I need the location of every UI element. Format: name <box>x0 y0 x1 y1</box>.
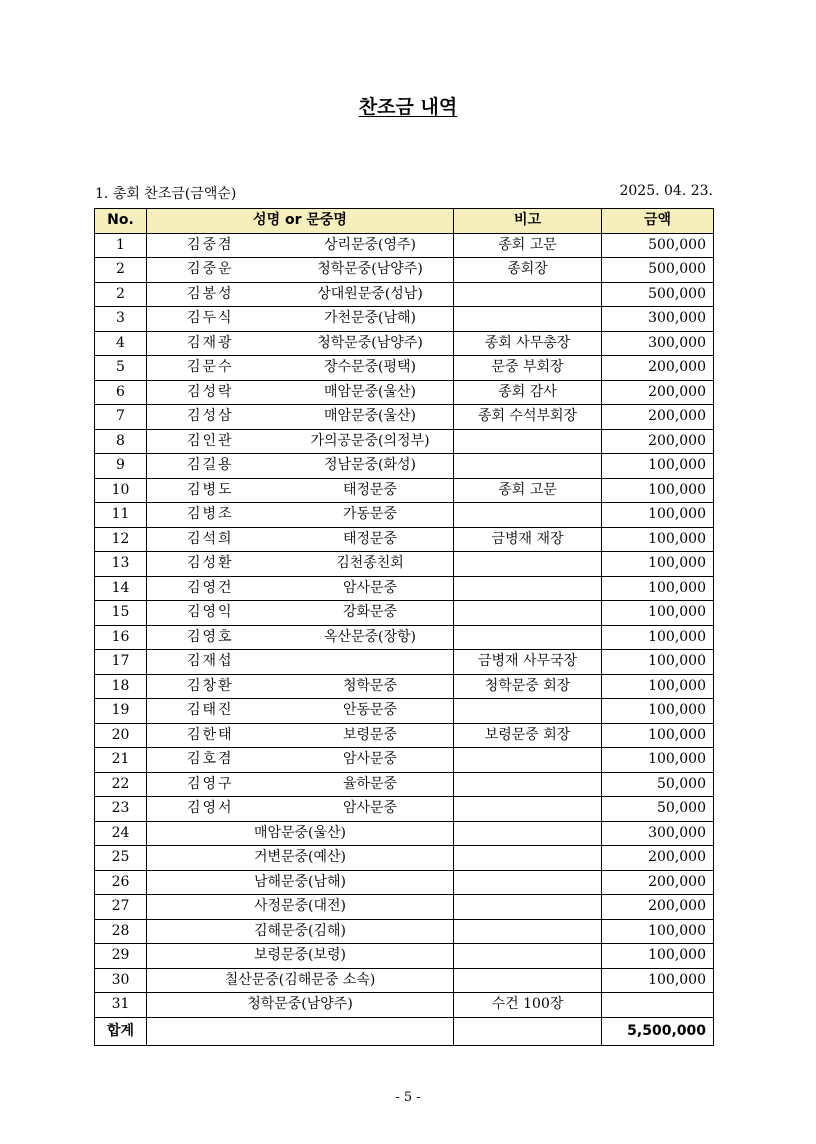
table-row <box>95 895 714 920</box>
clan-name: 보령문중(보령) <box>253 947 347 964</box>
note-cell: 수건 100장 <box>454 993 602 1018</box>
amount-cell: 200,000 <box>602 895 714 920</box>
donor-name: 김봉성 <box>187 285 234 302</box>
row-number: 6 <box>95 380 147 405</box>
amount-cell: 500,000 <box>602 233 714 258</box>
name-cell <box>147 552 454 577</box>
row-number: 5 <box>95 356 147 381</box>
name-cell <box>147 503 454 528</box>
clan-name: 안동문중 <box>342 702 398 718</box>
row-number: 23 <box>95 797 147 822</box>
clan-name: 강화문중 <box>342 604 398 620</box>
table-row <box>95 258 714 283</box>
clan-name: 암사문중 <box>342 800 398 816</box>
amount-cell: 100,000 <box>602 454 714 479</box>
clan-name: 청학문중 <box>342 677 398 694</box>
table-row <box>95 405 714 430</box>
amount-cell: 200,000 <box>602 846 714 871</box>
name-cell <box>147 307 454 332</box>
row-number: 13 <box>95 552 147 577</box>
amount-cell: 100,000 <box>602 748 714 773</box>
clan-name: 암사문중 <box>342 751 398 767</box>
note-cell <box>454 870 602 895</box>
row-number: 8 <box>95 429 147 454</box>
name-cell <box>147 429 454 454</box>
clan-name: 남해문중(남해) <box>253 873 347 890</box>
clan-name: 청학문중(남양주) <box>317 261 423 277</box>
table-row <box>95 552 714 577</box>
row-number: 7 <box>95 405 147 430</box>
table-row <box>95 797 714 822</box>
note-cell: 문중 부회장 <box>454 356 602 381</box>
amount-cell: 300,000 <box>602 307 714 332</box>
note-cell <box>454 429 602 454</box>
note-cell: 종회 사무총장 <box>454 331 602 356</box>
donor-name: 김영구 <box>187 775 234 792</box>
row-number: 3 <box>95 307 147 332</box>
clan-name: 칠산문중(김해문중 소속) <box>224 971 376 988</box>
note-cell: 보령문중 회장 <box>454 723 602 748</box>
amount-cell: 100,000 <box>602 674 714 699</box>
table-row <box>95 993 714 1018</box>
table-row <box>95 282 714 307</box>
amount-cell: 200,000 <box>602 380 714 405</box>
note-cell: 종회장 <box>454 258 602 283</box>
amount-cell: 100,000 <box>602 576 714 601</box>
document-title: 찬조금 내역 <box>358 96 458 118</box>
clan-name: 김천종친회 <box>336 555 404 571</box>
table-row <box>95 870 714 895</box>
table-row <box>95 821 714 846</box>
name-cell <box>147 331 454 356</box>
name-cell <box>147 601 454 626</box>
amount-cell: 200,000 <box>602 405 714 430</box>
table-row <box>95 625 714 650</box>
total-label: 합계 <box>95 1017 147 1045</box>
table-row <box>95 846 714 871</box>
row-number: 27 <box>95 895 147 920</box>
name-cell <box>147 846 454 871</box>
amount-cell: 300,000 <box>602 821 714 846</box>
table-row <box>95 527 714 552</box>
header-amount: 금액 <box>602 209 714 234</box>
amount-cell: 100,000 <box>602 919 714 944</box>
table-row <box>95 331 714 356</box>
donor-name: 김영건 <box>187 579 234 596</box>
name-cell <box>147 674 454 699</box>
note-cell <box>454 772 602 797</box>
donor-name: 김영서 <box>187 800 234 816</box>
donor-name: 김한태 <box>187 726 234 743</box>
amount-cell: 100,000 <box>602 527 714 552</box>
donor-name: 김태진 <box>187 702 234 718</box>
clan-name: 장수문중(평택) <box>323 359 417 375</box>
table-row <box>95 503 714 528</box>
name-cell <box>147 650 454 675</box>
name-cell <box>147 748 454 773</box>
name-cell <box>147 405 454 430</box>
donor-name: 김재광 <box>187 334 234 351</box>
amount-cell: 100,000 <box>602 699 714 724</box>
clan-name: 태정문중 <box>342 530 398 547</box>
table-row <box>95 723 714 748</box>
note-cell <box>454 895 602 920</box>
row-number: 1 <box>95 233 147 258</box>
amount-cell: 100,000 <box>602 478 714 503</box>
row-number: 2 <box>95 282 147 307</box>
note-cell <box>454 282 602 307</box>
header-no: No. <box>95 209 147 234</box>
row-number: 22 <box>95 772 147 797</box>
amount-cell: 100,000 <box>602 625 714 650</box>
name-cell <box>147 380 454 405</box>
donor-name: 김병조 <box>187 506 234 522</box>
note-cell <box>454 821 602 846</box>
amount-cell: 100,000 <box>602 944 714 969</box>
table-row <box>95 699 714 724</box>
table-row <box>95 307 714 332</box>
name-cell <box>147 797 454 822</box>
amount-cell: 100,000 <box>602 723 714 748</box>
clan-name: 암사문중 <box>342 579 398 596</box>
name-cell <box>147 282 454 307</box>
table-row <box>95 454 714 479</box>
row-number: 26 <box>95 870 147 895</box>
table-row <box>95 233 714 258</box>
amount-cell: 50,000 <box>602 772 714 797</box>
note-cell <box>454 699 602 724</box>
amount-cell: 50,000 <box>602 797 714 822</box>
note-cell <box>454 944 602 969</box>
amount-cell: 500,000 <box>602 282 714 307</box>
total-amount: 5,500,000 <box>602 1017 714 1045</box>
note-cell <box>454 797 602 822</box>
note-cell <box>454 968 602 993</box>
total-empty-note <box>454 1017 602 1045</box>
table-row <box>95 380 714 405</box>
name-cell <box>147 233 454 258</box>
donor-name: 김영호 <box>187 628 234 645</box>
row-number: 2 <box>95 258 147 283</box>
clan-name: 거변문중(예산) <box>253 849 347 866</box>
clan-name: 상리문중(영주) <box>323 236 417 253</box>
header-name: 성명 or 문중명 <box>147 209 454 234</box>
clan-name: 김해문중(김해) <box>253 922 347 939</box>
clan-name: 가천문중(남해) <box>323 310 417 326</box>
row-number: 15 <box>95 601 147 626</box>
note-cell: 금병재 사무국장 <box>454 650 602 675</box>
name-cell <box>147 968 454 993</box>
note-cell: 종회 고문 <box>454 478 602 503</box>
row-number: 24 <box>95 821 147 846</box>
table-row <box>95 772 714 797</box>
table-row <box>95 576 714 601</box>
note-cell <box>454 454 602 479</box>
section-heading: 1. 총회 찬조금(금액순) <box>95 186 237 202</box>
amount-cell <box>602 993 714 1018</box>
name-cell <box>147 258 454 283</box>
donor-name: 김재섭 <box>187 653 234 669</box>
note-cell: 금병재 재장 <box>454 527 602 552</box>
name-cell <box>147 993 454 1018</box>
name-cell <box>147 870 454 895</box>
amount-cell: 100,000 <box>602 552 714 577</box>
table-row <box>95 601 714 626</box>
name-cell <box>147 625 454 650</box>
clan-name: 청학문중(남양주) <box>247 996 353 1013</box>
amount-cell: 100,000 <box>602 503 714 528</box>
donor-name: 김창환 <box>187 677 234 694</box>
amount-cell: 500,000 <box>602 258 714 283</box>
name-cell <box>147 723 454 748</box>
clan-name: 태정문중 <box>342 481 398 498</box>
total-empty-name <box>147 1017 454 1045</box>
amount-cell: 200,000 <box>602 870 714 895</box>
row-number: 28 <box>95 919 147 944</box>
note-cell: 종회 고문 <box>454 233 602 258</box>
amount-cell: 100,000 <box>602 601 714 626</box>
row-number: 21 <box>95 748 147 773</box>
donor-name: 김두식 <box>187 310 234 326</box>
total-row <box>95 1017 714 1045</box>
donor-name: 김성삼 <box>187 408 234 424</box>
row-number: 30 <box>95 968 147 993</box>
donor-name: 김중운 <box>187 261 234 277</box>
donation-table <box>94 208 714 1046</box>
donor-name: 김영익 <box>187 604 234 620</box>
note-cell <box>454 576 602 601</box>
page-number: - 5 - <box>395 1090 421 1105</box>
note-cell <box>454 503 602 528</box>
table-row <box>95 478 714 503</box>
name-cell <box>147 527 454 552</box>
name-cell <box>147 478 454 503</box>
header-note: 비고 <box>454 209 602 234</box>
donor-name: 김성환 <box>187 555 234 571</box>
row-number: 14 <box>95 576 147 601</box>
clan-name: 가동문중 <box>342 506 398 522</box>
clan-name: 상대원문중(성남) <box>317 285 423 302</box>
amount-cell: 100,000 <box>602 968 714 993</box>
note-cell: 종회 감사 <box>454 380 602 405</box>
clan-name: 옥산문중(장항) <box>323 628 417 645</box>
amount-cell: 300,000 <box>602 331 714 356</box>
name-cell <box>147 699 454 724</box>
donor-name: 김중겸 <box>187 236 234 253</box>
table-header-row <box>95 209 714 234</box>
clan-name: 청학문중(남양주) <box>317 334 423 351</box>
clan-name: 매암문중(울산) <box>323 383 417 400</box>
table-row <box>95 650 714 675</box>
table-row <box>95 356 714 381</box>
donor-name: 김성락 <box>187 383 234 400</box>
row-number: 29 <box>95 944 147 969</box>
clan-name: 매암문중(울산) <box>253 824 347 841</box>
amount-cell: 100,000 <box>602 650 714 675</box>
table-row <box>95 968 714 993</box>
row-number: 16 <box>95 625 147 650</box>
table-row <box>95 748 714 773</box>
note-cell <box>454 625 602 650</box>
donor-name: 김호겸 <box>187 751 234 767</box>
note-cell: 종회 수석부회장 <box>454 405 602 430</box>
name-cell <box>147 576 454 601</box>
row-number: 31 <box>95 993 147 1018</box>
table-row <box>95 674 714 699</box>
amount-cell: 200,000 <box>602 356 714 381</box>
table-row <box>95 944 714 969</box>
row-number: 12 <box>95 527 147 552</box>
clan-name: 가의공문중(의정부) <box>310 432 430 449</box>
clan-name: 매암문중(울산) <box>323 408 417 424</box>
note-cell <box>454 919 602 944</box>
donor-name: 김문수 <box>187 359 234 375</box>
row-number: 18 <box>95 674 147 699</box>
row-number: 19 <box>95 699 147 724</box>
name-cell <box>147 356 454 381</box>
note-cell <box>454 846 602 871</box>
row-number: 25 <box>95 846 147 871</box>
name-cell <box>147 772 454 797</box>
row-number: 20 <box>95 723 147 748</box>
clan-name: 보령문중 <box>342 726 398 743</box>
name-cell <box>147 454 454 479</box>
row-number: 11 <box>95 503 147 528</box>
name-cell <box>147 919 454 944</box>
row-number: 10 <box>95 478 147 503</box>
donor-name: 김인관 <box>187 432 234 449</box>
clan-name: 율하문중 <box>342 775 398 792</box>
donor-name: 김병도 <box>187 481 234 498</box>
name-cell <box>147 895 454 920</box>
table-body <box>95 233 714 1045</box>
table-row <box>95 429 714 454</box>
amount-cell: 200,000 <box>602 429 714 454</box>
clan-name: 사정문중(대전) <box>253 898 347 915</box>
row-number: 9 <box>95 454 147 479</box>
document-date: 2025. 04. 23. <box>619 183 713 199</box>
note-cell <box>454 748 602 773</box>
table-row <box>95 919 714 944</box>
note-cell <box>454 601 602 626</box>
donor-name: 김석희 <box>187 530 234 547</box>
row-number: 17 <box>95 650 147 675</box>
note-cell <box>454 307 602 332</box>
name-cell <box>147 944 454 969</box>
note-cell: 청학문중 회장 <box>454 674 602 699</box>
row-number: 4 <box>95 331 147 356</box>
clan-name: 정남문중(화성) <box>323 457 417 473</box>
name-cell <box>147 821 454 846</box>
donor-name: 김길용 <box>187 457 234 473</box>
note-cell <box>454 552 602 577</box>
